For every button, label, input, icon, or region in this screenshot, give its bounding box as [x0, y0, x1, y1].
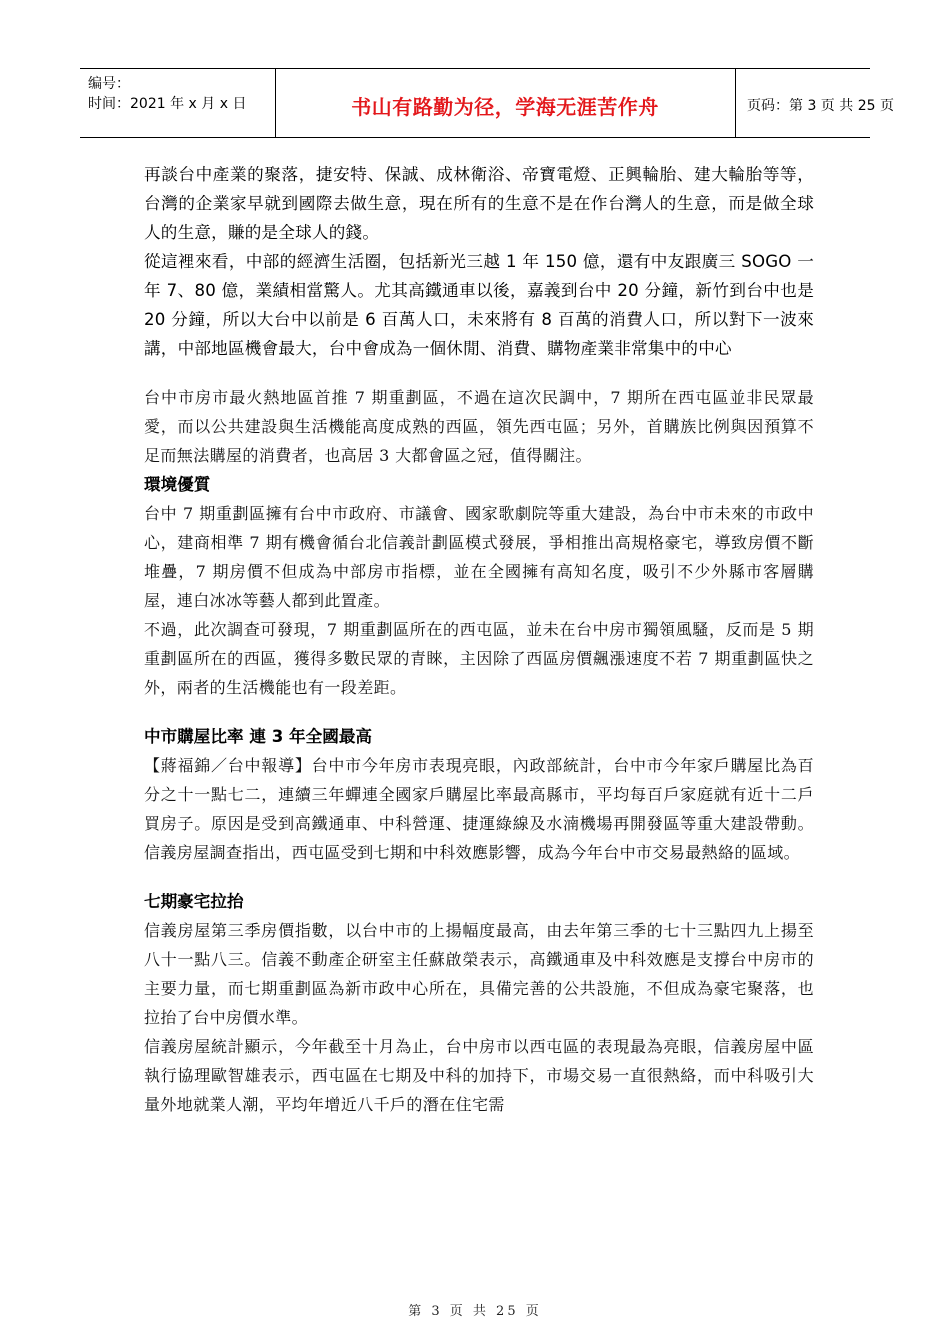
paragraph: 【蔣福錦／台中報導】台中市今年房市表現亮眼，內政部統計，台中市今年家戶購屋比為百分之十一點七二，連續三年蟬連全國家戶購屋比率最高縣市，平均每百戶家庭就有近十二戶買房子。原因是受到高鐵通車、中科營運、捷運綠線及水湳機場再開發區等重大建設帶動。信義房屋調查指出，西屯區受到七期和中科效應影響，成為今年台中市交易最熱絡的區域。 [144, 756, 814, 862]
document-body [144, 160, 814, 1119]
paragraph: 再談台中產業的聚落，捷安特、保誠、成林衛浴、帝寶電燈、正興輪胎、建大輪胎等等，台灣的企業家早就到國際去做生意，現在所有的生意不是在作台灣人的生意，而是做全球人的生意，賺的是全球人的錢。 [144, 165, 814, 242]
page-footer: 第 3 页 共 25 页 [408, 1304, 542, 1319]
document-number-label: 编号： [88, 76, 130, 92]
paragraph: 不過，此次調查可發現，7 期重劃區所在的西屯區，並未在台中房市獨領風騷，反而是 5 期重劃區所在的西區，獲得多數民眾的青睞，主因除了西區房價飆漲速度不若 7 期重劃區快之外，兩者的生活機能也有一段差距。 [144, 620, 814, 697]
section-heading: 環境優質 [144, 475, 211, 494]
paragraph: 信義房屋統計顯示，今年截至十月為止，台中房市以西屯區的表現最為亮眼，信義房屋中區執行協理歐智雄表示，西屯區在七期及中科的加持下，市場交易一直很熱絡，而中科吸引大量外地就業人潮，平均年增近八千戶的潛在住宅需 [144, 1037, 814, 1114]
header-motto: 书山有路勤为径，学海无涯苦作舟 [351, 95, 659, 119]
paragraph: 台中市房市最火熱地區首推 7 期重劃區，不過在這次民調中，7 期所在西屯區並非民眾最愛，而以公共建設與生活機能高度成熟的西區，領先西屯區；另外，首購族比例與因預算不足而無法購屋的消費者，也高居 3 大都會區之冠，值得關注。 [144, 388, 814, 465]
paragraph: 信義房屋第三季房價指數，以台中市的上揚幅度最高，由去年第三季的七十三點四九上揚至八十一點八三。信義不動產企研室主任蘇啟榮表示，高鐵通車及中科效應是支撐台中房市的主要力量，而七期重劃區為新市政中心所在，具備完善的公共設施，不但成為豪宅聚落，也拉抬了台中房價水準。 [144, 921, 814, 1027]
header-meta-cell [80, 69, 276, 137]
document-date-label: 时间：2021 年 x 月 x 日 [88, 96, 247, 112]
section-heading: 七期豪宅拉抬 [144, 892, 244, 911]
paragraph: 從這裡來看，中部的經濟生活圈，包括新光三越 1 年 150 億，還有中友跟廣三 SOGO 一年 7、80 億，業績相當驚人。尤其高鐵通車以後，嘉義到台中 20 分鐘，新竹到台中也是 20 分鐘，所以大台中以前是 6 百萬人口，未來將有 8 百萬的消費人口，所以對下一波來講，中部地區機會最大，台中會成為一個休閒、消費、購物產業非常集中的中心 [144, 252, 814, 358]
section-heading: 中市購屋比率 連 3 年全國最高 [144, 727, 373, 746]
header-page-cell [735, 69, 894, 137]
paragraph: 台中 7 期重劃區擁有台中市政府、市議會、國家歌劇院等重大建設，為台中市未來的市政中心，建商相準 7 期有機會循台北信義計劃區模式發展，爭相推出高規格豪宅，導致房價不斷堆疊，7 期房價不但成為中部房市指標，並在全國擁有高知名度，吸引不少外縣市客層購屋，連白冰冰等藝人都到此置產。 [144, 504, 814, 610]
page-header [80, 68, 894, 138]
header-page-info: 页码：第 3 页 共 25 页 [747, 98, 894, 114]
header-motto-cell [275, 69, 736, 137]
